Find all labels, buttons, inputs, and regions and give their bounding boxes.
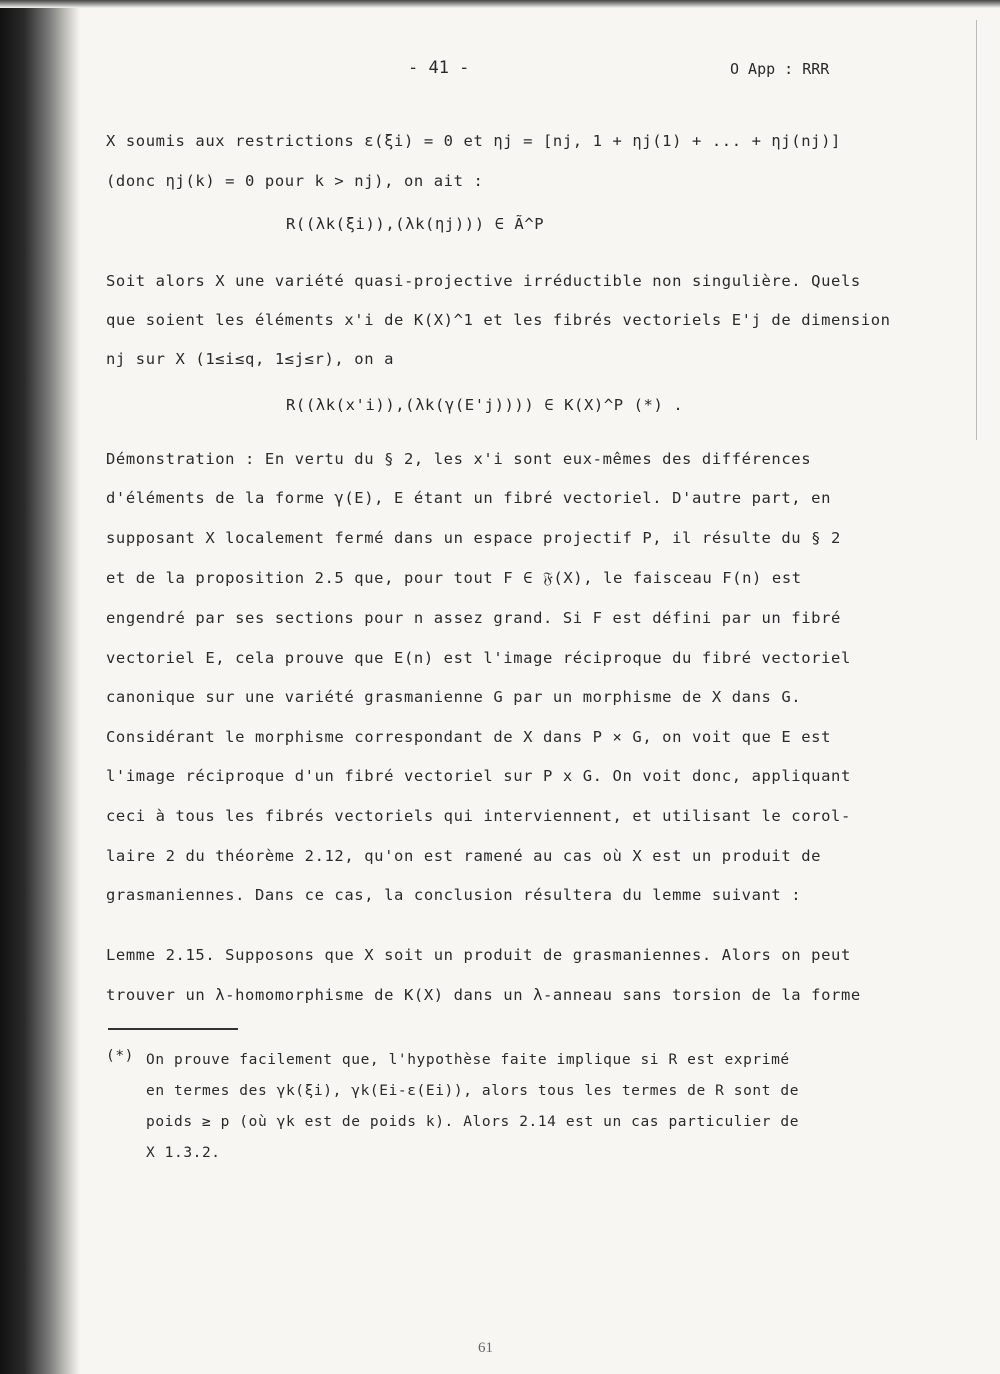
footnote-line: On prouve facilement que, l'hypothèse faite implique si R est exprimé: [146, 1052, 790, 1068]
text-line: l'image réciproque d'un fibré vectoriel sur P x G. On voit donc, appliquant: [106, 767, 851, 785]
text-line: nj sur X (1≤i≤q, 1≤j≤r), on a: [106, 350, 395, 368]
text-line: X soumis aux restrictions ε(ξi) = 0 et ηj = [nj, 1 + ηj(1) + ... + ηj(nj)]: [106, 132, 841, 150]
formula: R((λk(ξi)),(λk(ηj))) ∈ Ã^P: [286, 215, 545, 233]
footnote-line: poids ≥ p (où γk est de poids k). Alors 2.14 est un cas particulier de: [146, 1114, 800, 1130]
footnote-marker: (*): [106, 1048, 134, 1064]
text-line: vectoriel E, cela prouve que E(n) est l'image réciproque du fibré vectoriel: [106, 649, 851, 667]
footnote-rule: [108, 1028, 238, 1030]
text-line: que soient les éléments x'i de K(X)^1 et les fibrés vectoriels E'j de dimension: [106, 311, 891, 329]
lemma-line: trouver un λ-homomorphisme de K(X) dans un λ-anneau sans torsion de la forme: [106, 986, 861, 1004]
text-line: et de la proposition 2.5 que, pour tout F ∈ 𝔉(X), le faisceau F(n) est: [106, 569, 802, 587]
page-number: - 41 -: [408, 58, 470, 78]
binding-shadow: [0, 0, 80, 1374]
footnote-line: en termes des γk(ξi), γk(Ei-ε(Ei)), alors tous les termes de R sont de: [146, 1083, 800, 1099]
text-line: supposant X localement fermé dans un espace projectif P, il résulte du § 2: [106, 529, 841, 547]
margin-line: [976, 20, 977, 440]
running-header: O App : RRR: [730, 60, 830, 78]
text-line: d'éléments de la forme γ(E), E étant un fibré vectoriel. D'autre part, en: [106, 489, 832, 507]
text-line: ceci à tous les fibrés vectoriels qui interviennent, et utilisant le corol-: [106, 807, 851, 825]
lemma-line: Lemme 2.15. Supposons que X soit un produit de grasmaniennes. Alors on peut: [106, 946, 851, 964]
text-line: grasmaniennes. Dans ce cas, la conclusion résultera du lemme suivant :: [106, 886, 802, 904]
footnote-line: X 1.3.2.: [146, 1145, 221, 1161]
text-line: canonique sur une variété grasmanienne G par un morphisme de X dans G.: [106, 688, 802, 706]
top-edge-shadow: [0, 0, 1000, 8]
text-line: Considérant le morphisme correspondant de X dans P × G, on voit que E est: [106, 728, 832, 746]
text-line: laire 2 du théorème 2.12, qu'on est ramené au cas où X est un produit de: [106, 847, 822, 865]
formula: R((λk(x'i)),(λk(γ(E'j)))) ∈ K(X)^P (*) .: [286, 396, 684, 414]
text-line: (donc ηj(k) = 0 pour k > nj), on ait :: [106, 172, 484, 190]
text-line: Soit alors X une variété quasi-projective irréductible non singulière. Quels: [106, 272, 861, 290]
text-line: engendré par ses sections pour n assez grand. Si F est défini par un fibré: [106, 609, 841, 627]
folio-number: 61: [478, 1340, 493, 1356]
text-line: Démonstration : En vertu du § 2, les x'i sont eux-mêmes des différences: [106, 450, 812, 468]
